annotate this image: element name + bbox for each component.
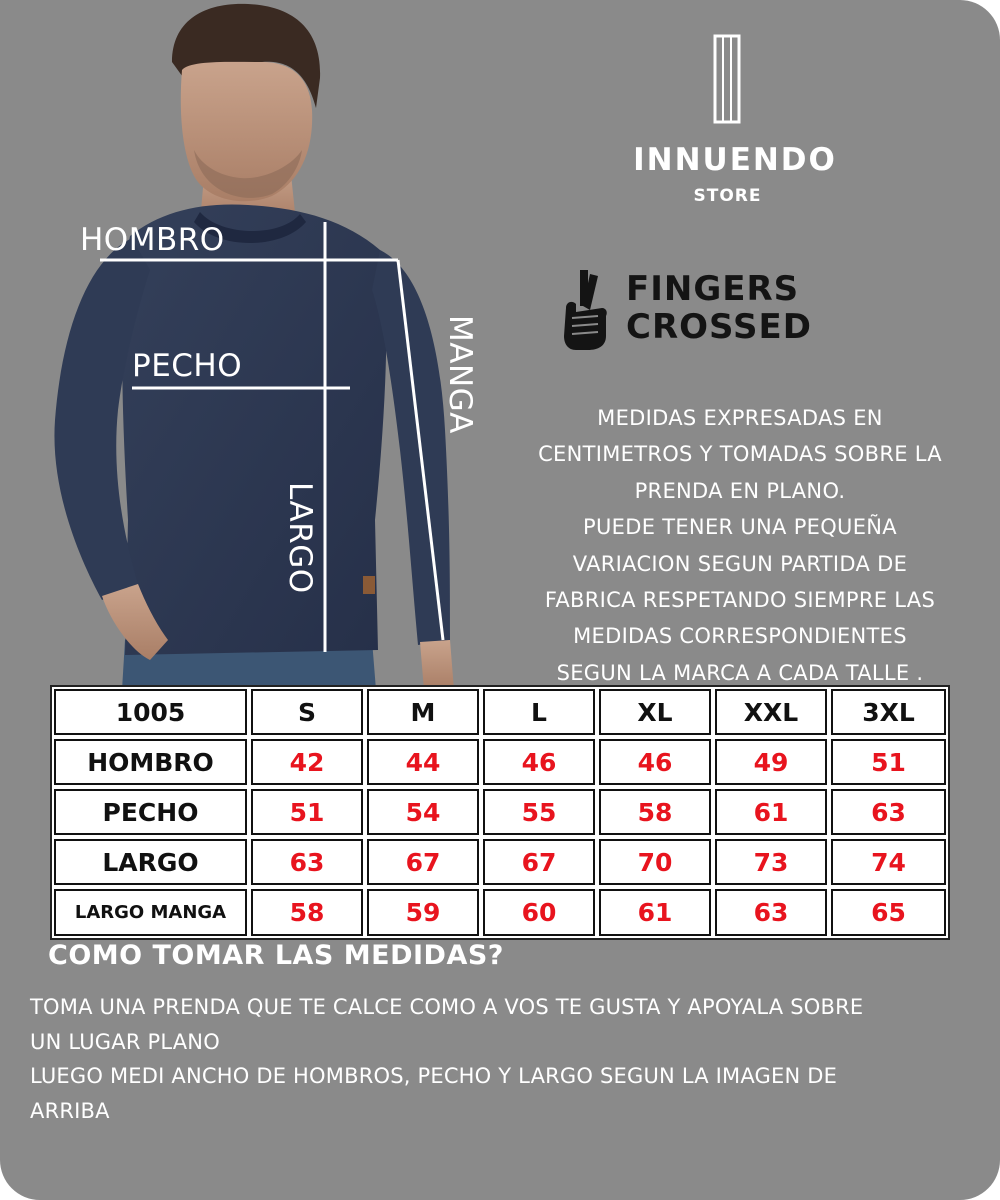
table-cell: 63 (251, 839, 363, 885)
note-line: VARIACION SEGUN PARTIDA DE (572, 551, 908, 576)
row-label: HOMBRO (54, 739, 247, 785)
row-label: PECHO (54, 789, 247, 835)
how-line: ARRIBA (30, 1098, 110, 1123)
size-header: XL (599, 689, 711, 735)
size-header: L (483, 689, 595, 735)
table-cell: 73 (715, 839, 827, 885)
table-cell: 70 (599, 839, 711, 885)
row-label: LARGO (54, 839, 247, 885)
logo-line-2: CROSSED (626, 307, 812, 347)
table-cell: 42 (251, 739, 363, 785)
table-cell: 55 (483, 789, 595, 835)
model-photo (0, 0, 520, 690)
hombro-label: HOMBRO (80, 222, 225, 258)
table-cell: 58 (599, 789, 711, 835)
measurement-note (505, 400, 975, 691)
fingers-crossed-logo (626, 270, 812, 346)
how-line: UN LUGAR PLANO (30, 1029, 220, 1054)
how-line: LUEGO MEDI ANCHO DE HOMBROS, PECHO Y LARGO SEGUN LA IMAGEN DE (30, 1064, 838, 1088)
table-cell: 65 (831, 889, 946, 936)
sweater-body (122, 204, 386, 655)
how-line: TOMA UNA PRENDA QUE TE CALCE COMO A VOS TE GUSTA Y APOYALA SOBRE (30, 995, 864, 1019)
pecho-label: PECHO (132, 348, 243, 384)
table-cell: 63 (715, 889, 827, 936)
table-cell: 74 (831, 839, 946, 885)
note-line: PUEDE TENER UNA PEQUEÑA (583, 515, 897, 540)
table-cell: 51 (251, 789, 363, 835)
size-table (50, 685, 950, 940)
table-cell: 49 (715, 739, 827, 785)
size-header: M (367, 689, 479, 735)
table-cell: 46 (483, 739, 595, 785)
table-cell: 59 (367, 889, 479, 936)
note-line: MEDIDAS CORRESPONDIENTES (573, 624, 907, 649)
table-cell: 54 (367, 789, 479, 835)
innuendo-logo-icon (712, 34, 742, 124)
table-cell: 67 (483, 839, 595, 885)
table-cell: 58 (251, 889, 363, 936)
size-header: S (251, 689, 363, 735)
table-cell: 44 (367, 739, 479, 785)
table-cell: 51 (831, 739, 946, 785)
table-cell: 61 (715, 789, 827, 835)
table-cell: 46 (599, 739, 711, 785)
logo-line-1: FINGERS (626, 269, 800, 309)
table-code: 1005 (54, 689, 247, 735)
how-to-measure-title: COMO TOMAR LAS MEDIDAS? (48, 940, 504, 971)
note-line: SEGUN LA MARCA A CADA TALLE . (556, 660, 924, 685)
crossed-fingers-icon (558, 266, 610, 352)
largo-label: LARGO (282, 482, 318, 594)
table-cell: 63 (831, 789, 946, 835)
how-to-measure-text (30, 990, 970, 1128)
brand-patch (363, 576, 375, 594)
table-cell: 67 (367, 839, 479, 885)
table-cell: 61 (599, 889, 711, 936)
right-sleeve (372, 250, 450, 645)
note-line: MEDIDAS EXPRESADAS EN (597, 406, 883, 430)
brand-sub: STORE (693, 186, 762, 206)
table-cell: 60 (483, 889, 595, 936)
size-header: 3XL (831, 689, 946, 735)
note-line: PRENDA EN PLANO. (634, 478, 846, 503)
note-line: CENTIMETROS Y TOMADAS SOBRE LA (538, 442, 942, 467)
manga-label: MANGA (442, 315, 478, 434)
size-header: XXL (715, 689, 827, 735)
brand-name: INNUENDO (633, 142, 837, 178)
note-line: FABRICA RESPETANDO SIEMPRE LAS (544, 588, 936, 613)
row-label: LARGO MANGA (54, 889, 247, 936)
